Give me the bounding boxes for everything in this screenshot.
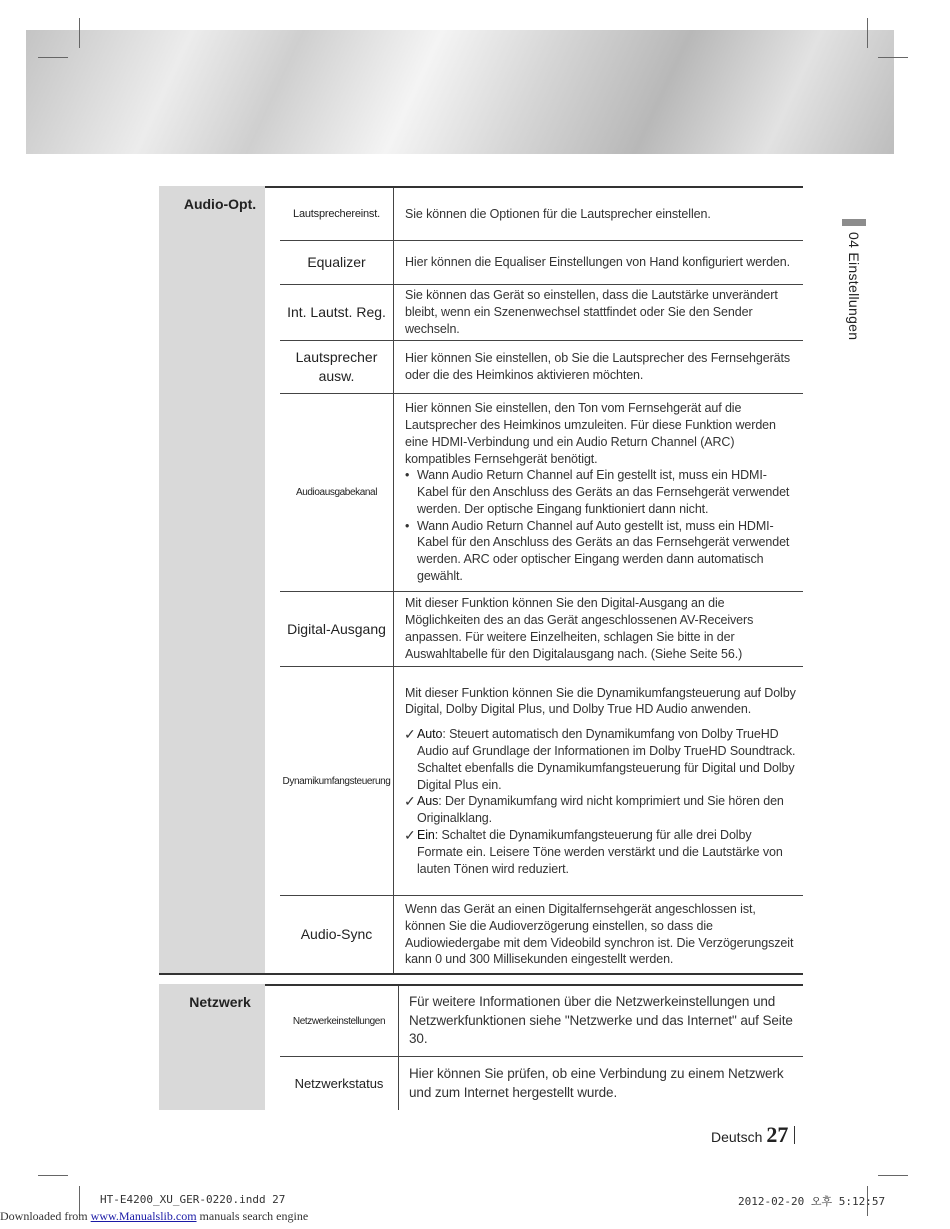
- table-row: [280, 667, 803, 896]
- row-label: Int. Lautst. Reg.: [280, 285, 394, 340]
- chapter-tab-marker: [842, 219, 866, 226]
- page-number: 27: [766, 1122, 789, 1147]
- row-description: Wenn das Gerät an einen Digitalfernsehgerät angeschlossen ist, können Sie die Audioverzögerung einstellen, so dass die Audiowiedergabe mit dem Videobild synchron ist. Die Verzögerungszeit kann 0 und 300 Millisekunden eingestellt werden.: [405, 901, 794, 967]
- row-label: Digital-Ausgang: [280, 592, 394, 666]
- row-label: Netzwerkeinstellungen: [280, 986, 399, 1056]
- row-description: Hier können Sie prüfen, ob eine Verbindung zu einem Netzwerk und zum Internet hergestellt wurde.: [409, 1066, 784, 1100]
- print-slug-file: HT-E4200_XU_GER-0220.indd 27: [100, 1193, 286, 1206]
- check-item: ✓ Aus: Der Dynamikumfang wird nicht komprimiert und Sie hören den Originalklang.: [404, 793, 784, 826]
- table-row: [280, 1057, 803, 1110]
- bullet-item: • Wann Audio Return Channel auf Auto gestellt ist, muss ein HDMI-Kabel für den Anschluss des Geräts an das Fernsehgerät verwendet werden. ARC oder optischer Eingang werden dann automatisch gewählt.: [405, 518, 797, 585]
- audio-category-cell: [159, 186, 265, 973]
- print-slug-date: 2012-02-20 오후 5:12:57: [738, 1195, 886, 1208]
- row-description: Für weitere Informationen über die Netzwerkeinstellungen und Netzwerkfunktionen siehe "Netzwerke und das Internet" auf Seite 30.: [409, 994, 793, 1047]
- table-row: [280, 341, 803, 394]
- table-row: [280, 896, 803, 973]
- row-description: Hier können Sie einstellen, ob Sie die Lautsprecher des Fernsehgeräts oder die des Heimkinos aktivieren möchten.: [405, 351, 791, 382]
- row-description: Sie können das Gerät so einstellen, dass die Lautstärke unverändert bleibt, wenn ein Szenenwechsel stattfindet oder Sie den Sender wechseln.: [405, 288, 778, 336]
- chapter-title: 04 Einstellungen: [846, 232, 862, 341]
- row-label: Equalizer: [280, 241, 394, 284]
- crop-mark: [878, 57, 908, 58]
- row-label: Lautsprecher ausw.: [280, 341, 394, 393]
- crop-mark: [878, 1175, 908, 1176]
- table-bottom-rule: [159, 973, 803, 975]
- check-icon: ✓: [404, 726, 416, 743]
- row-label: Lautsprechereinst.: [280, 188, 394, 240]
- row-description: Hier können die Equaliser Einstellungen von Hand konfiguriert werden.: [405, 255, 791, 270]
- table-row: [280, 285, 803, 341]
- check-item: ✓ Ein: Schaltet die Dynamikumfangsteuerung für alle drei Dolby Formate ein. Leisere Töne werden verstärkt und die Lautstärke von lauten Tönen wird reduziert.: [404, 826, 783, 876]
- table-row: [280, 241, 803, 285]
- netzwerk-category-cell: [159, 984, 265, 1110]
- row-description: Mit dieser Funktion können Sie die Dynamikumfangsteuerung auf Dolby Digital, Dolby Digital Plus, und Dolby True HD Audio anwenden. ✓ Auto: Steuert automatisch den Dynamikumfang von Dolby TrueHD Audio auf Grundlage der Informationen im Dolby TrueHD Soundtrack. Schaltet ebenfalls die Dynamikumfangsteuerung für Digital und Dolby Digital Plus ein. ✓ Aus: Der Dynamikumfang wird nicht komprimiert und Sie hören den Originalklang. ✓ Ein: Schaltet die Dynamikumfangsteuerung für alle drei Dolby Formate ein. Leisere Töne werden verstärkt und die Lautstärke von lauten Tönen wird reduziert.: [404, 685, 796, 876]
- bullet-item: • Wann Audio Return Channel auf Ein gestellt ist, muss ein HDMI-Kabel für den Anschluss des Geräts an das Fernsehgerät verwendet werden. Der optische Eingang funktioniert dann nicht.: [405, 467, 797, 517]
- chapter-side-label: [838, 232, 868, 432]
- footer-language: Deutsch: [711, 1129, 763, 1145]
- table-row: [280, 986, 803, 1057]
- crop-mark: [38, 1175, 68, 1176]
- table-row: [280, 592, 803, 667]
- row-label: Audioausgabekanal: [280, 394, 394, 591]
- netzwerk-section: [159, 984, 803, 1110]
- download-note: Downloaded from www.Manualslib.com manuals search engine: [0, 1209, 309, 1223]
- row-description: Mit dieser Funktion können Sie den Digital-Ausgang an die Möglichkeiten des an das Gerät angeschlossenen AV-Receivers anpassen. Für weitere Einzelheiten, schlagen Sie bitte in der Auswahltabelle für den Digitalausgang nach. (Siehe Seite 56.): [405, 596, 754, 661]
- crop-mark: [38, 57, 68, 58]
- page-footer: [711, 1122, 795, 1148]
- check-icon: ✓: [404, 793, 416, 810]
- check-icon: ✓: [404, 826, 416, 843]
- audio-section: [159, 186, 803, 976]
- netzwerk-category-label: Netzwerk: [189, 994, 251, 1010]
- row-label: Dynamikumfangsteuerung: [280, 667, 394, 895]
- row-label: Netzwerkstatus: [280, 1057, 399, 1110]
- check-item: ✓ Auto: Steuert automatisch den Dynamikumfang von Dolby TrueHD Audio auf Grundlage der Informationen im Dolby TrueHD Soundtrack. Schaltet ebenfalls die Dynamikumfangsteuerung für Digital und Dolby Digital Plus ein.: [404, 726, 796, 792]
- audio-category-label: Audio-Opt.: [183, 196, 257, 212]
- manualslib-link[interactable]: www.Manualslib.com: [90, 1209, 197, 1223]
- row-label: Audio-Sync: [280, 896, 394, 973]
- crop-mark: [79, 18, 80, 48]
- row-description: Sie können die Optionen für die Lautsprecher einstellen.: [405, 206, 711, 221]
- crop-mark: [867, 18, 868, 48]
- row-description: Hier können Sie einstellen, den Ton vom Fernsehgerät auf die Lautsprecher des Heimkinos umzuleiten. Für diese Funktion werden eine HDMI-Verbindung und ein Audio Return Channel (ARC) kompatibles Fernsehgerät benötigt. • Wann Audio Return Channel auf Ein gestellt ist, muss ein HDMI-Kabel für den Anschluss des Geräts an das Fernsehgerät verwendet werden. Der optische Eingang funktioniert dann nicht. • Wann Audio Return Channel auf Auto gestellt ist, muss ein HDMI-Kabel für den Anschluss des Geräts an das Fernsehgerät verwendet werden. ARC oder optischer Eingang werden dann automatisch gewählt.: [405, 394, 797, 591]
- table-row: [280, 394, 803, 592]
- header-banner: [26, 30, 894, 154]
- table-row: [280, 188, 803, 241]
